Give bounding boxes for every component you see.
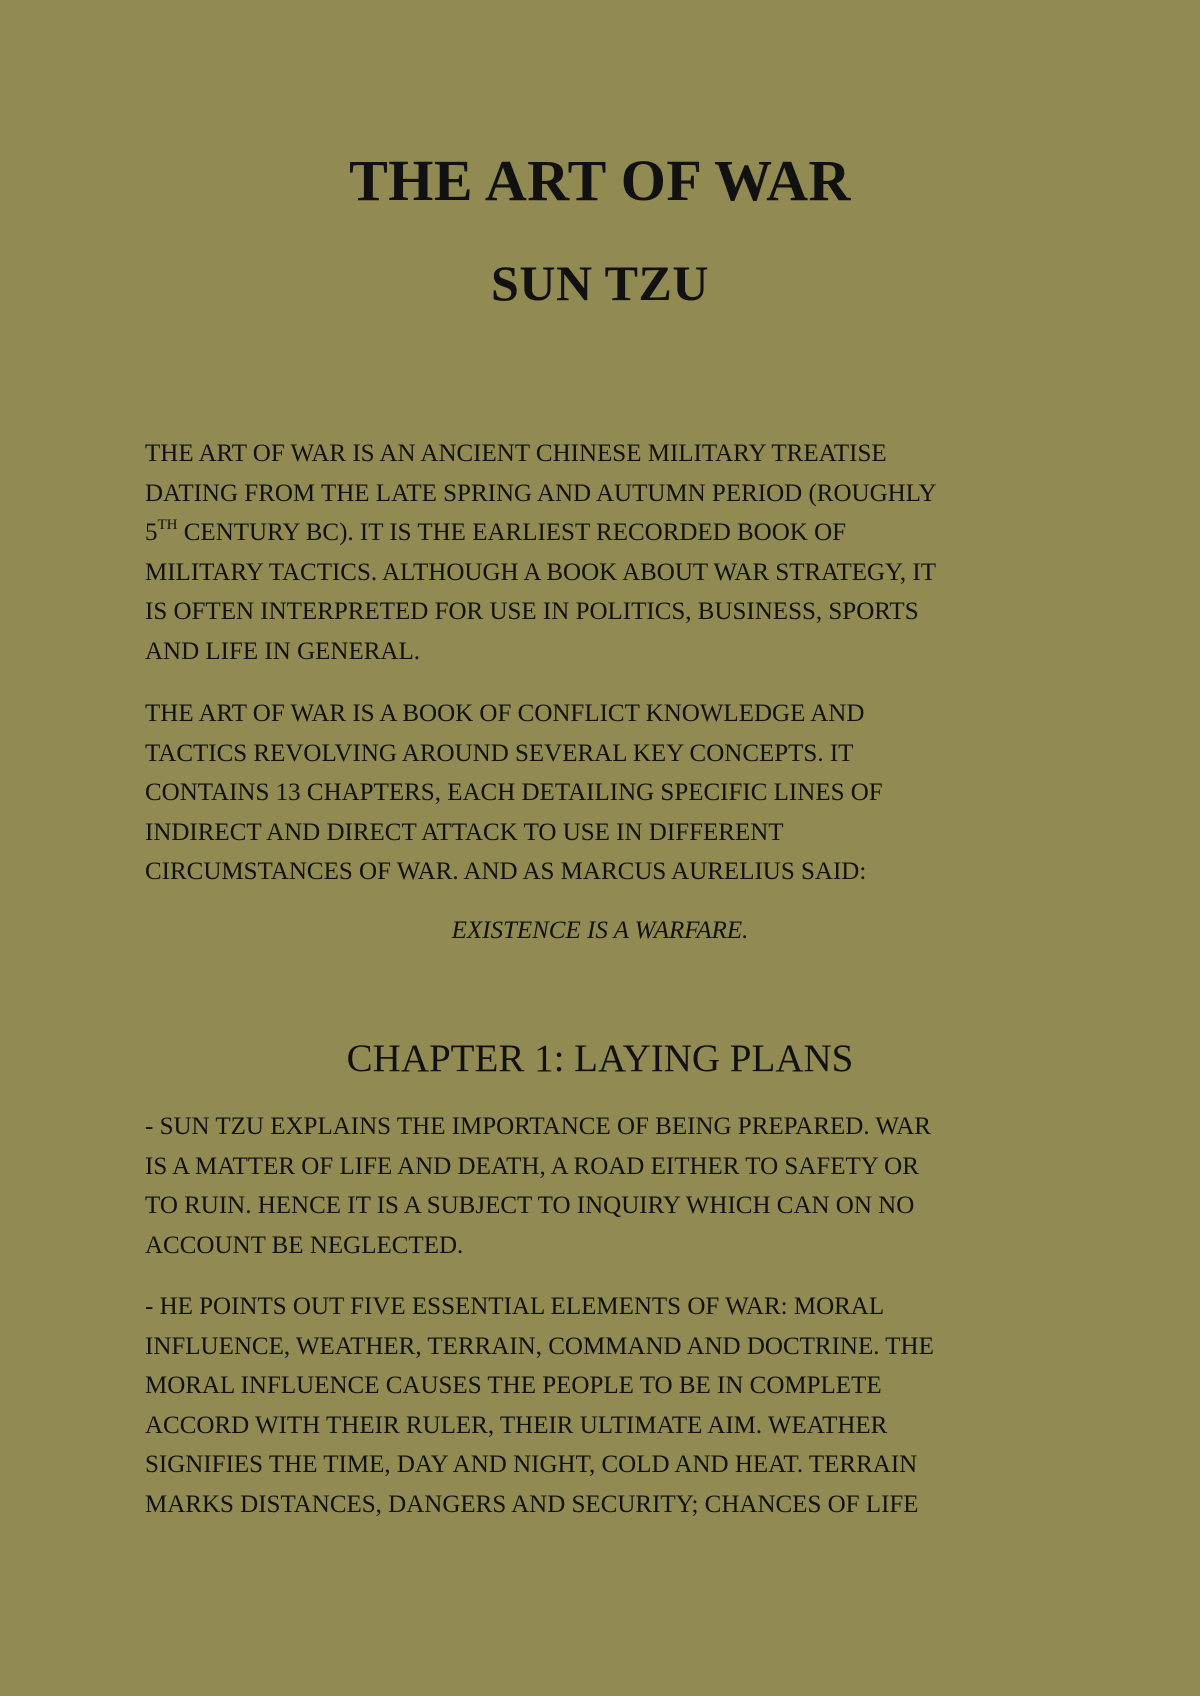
text-line: MILITARY TACTICS. ALTHOUGH A BOOK ABOUT WAR STRATEGY, IT [145, 558, 936, 586]
chapter-paragraph-2 [145, 1287, 1065, 1525]
book-author: SUN TZU [491, 255, 709, 311]
text-line: AND LIFE IN GENERAL. [145, 637, 420, 665]
text-line [145, 513, 1065, 553]
text-line: CONTAINS 13 CHAPTERS, EACH DETAILING SPECIFIC LINES OF [145, 779, 883, 807]
chapter-paragraph-1 [145, 1107, 1065, 1265]
chapter-heading: CHAPTER 1: LAYING PLANS [346, 1037, 854, 1080]
ordinal-number: 5 [145, 519, 158, 547]
intro-paragraph-1 [145, 434, 1065, 672]
text-line: SIGNIFIES THE TIME, DAY AND NIGHT, COLD AND HEAT. TERRAIN [145, 1451, 918, 1479]
text-line: MORAL INFLUENCE CAUSES THE PEOPLE TO BE IN COMPLETE [145, 1372, 882, 1400]
text-line: - SUN TZU EXPLAINS THE IMPORTANCE OF BEING PREPARED. WAR [145, 1113, 931, 1140]
text-line: THE ART OF WAR IS A BOOK OF CONFLICT KNOWLEDGE AND [145, 700, 865, 727]
text-line: - HE POINTS OUT FIVE ESSENTIAL ELEMENTS OF WAR: MORAL [145, 1293, 885, 1320]
text-line: INDIRECT AND DIRECT ATTACK TO USE IN DIFFERENT [145, 818, 784, 846]
text-line: TACTICS REVOLVING AROUND SEVERAL KEY CONCEPTS. IT [145, 739, 854, 767]
text-line: DATING FROM THE LATE SPRING AND AUTUMN PERIOD (ROUGHLY [145, 479, 937, 507]
text-line: MARKS DISTANCES, DANGERS AND SECURITY; CHANCES OF LIFE [145, 1490, 919, 1518]
text-line: ACCOUNT BE NEGLECTED. [145, 1231, 464, 1259]
aurelius-quote: EXISTENCE IS A WARFARE. [451, 917, 749, 944]
text-line: ACCORD WITH THEIR RULER, THEIR ULTIMATE AIM. WEATHER [145, 1411, 888, 1439]
text-line: CIRCUMSTANCES OF WAR. AND AS MARCUS AURELIUS SAID: [145, 858, 867, 886]
intro-paragraph-2 [145, 694, 1065, 892]
text-line: TO RUIN. HENCE IT IS A SUBJECT TO INQUIRY WHICH CAN ON NO [145, 1192, 915, 1220]
line-remainder: CENTURY BC). IT IS THE EARLIEST RECORDED BOOK OF [177, 519, 847, 547]
text-line: IS A MATTER OF LIFE AND DEATH, A ROAD EITHER TO SAFETY OR [145, 1152, 919, 1180]
ordinal-suffix: TH [157, 516, 178, 533]
text-line: IS OFTEN INTERPRETED FOR USE IN POLITICS, BUSINESS, SPORTS [145, 598, 919, 626]
text-line: INFLUENCE, WEATHER, TERRAIN, COMMAND AND DOCTRINE. THE [145, 1332, 934, 1360]
book-title: THE ART OF WAR [349, 148, 851, 213]
text-line: THE ART OF WAR IS AN ANCIENT CHINESE MILITARY TREATISE [145, 440, 887, 467]
